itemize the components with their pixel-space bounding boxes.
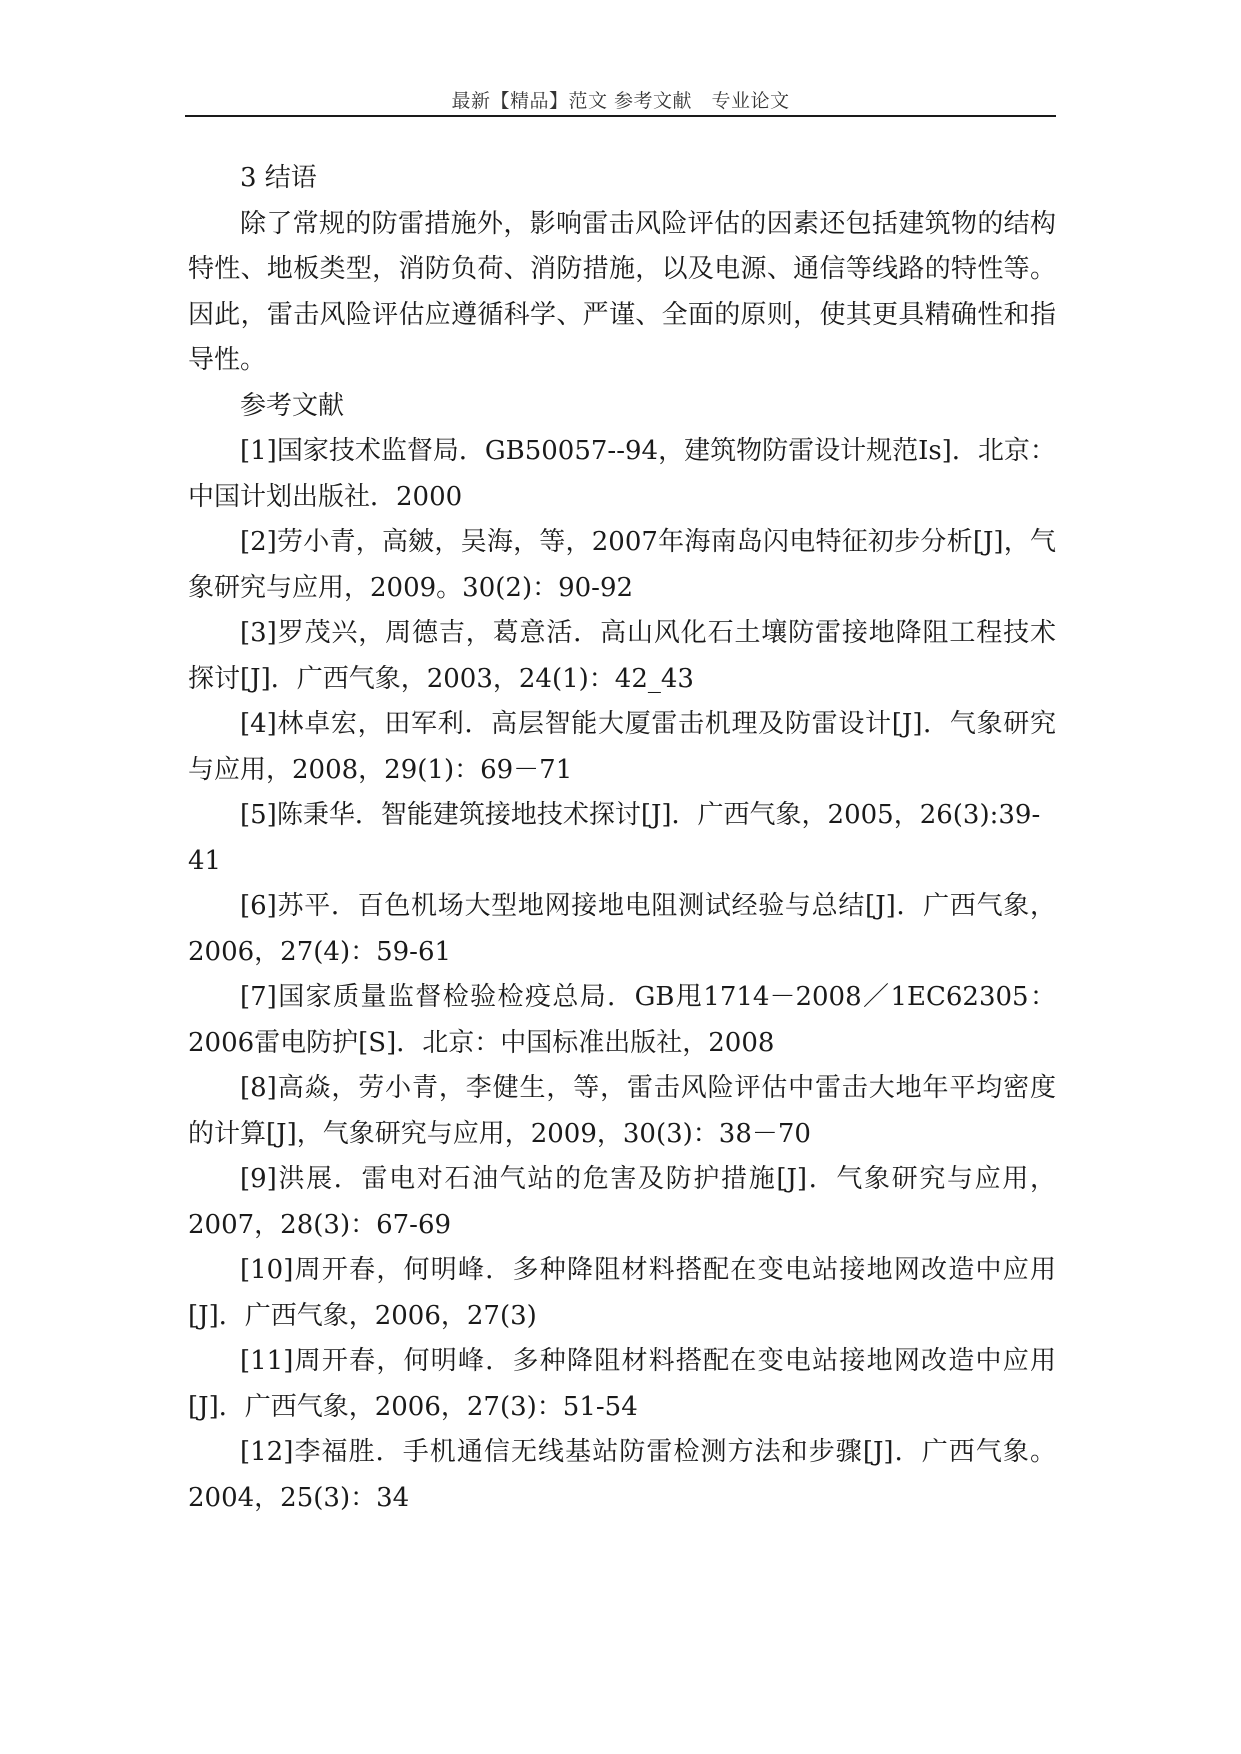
- reference-item-11: [11]周开春，何明峰．多种降阻材料搭配在变电站接地网改造中应用[J]．广西气象，2006，27(3)：51-54: [188, 1346, 1056, 1422]
- conclusion-heading: 3 结语: [240, 163, 317, 193]
- reference-item-1: [1]国家技术监督局．GB50057--94，建筑物防雷设计规范Is]．北京：中国计划出版社．2000: [188, 436, 1056, 512]
- reference-item-12: [12]李福胜．手机通信无线基站防雷检测方法和步骤[J]．广西气象。2004，25(3)：34: [188, 1437, 1056, 1513]
- reference-item-2: [2]劳小青，高皴，吴海，等，2007年海南岛闪电特征初步分析[J]，气象研究与应用，2009。30(2)：90-92: [188, 527, 1056, 603]
- reference-item-5: [5]陈秉华．智能建筑接地技术探讨[J]．广西气象，2005，26(3):39-41: [188, 800, 1041, 876]
- reference-item-4: [4]林卓宏，田军利．高层智能大厦雷击机理及防雷设计[J]．气象研究与应用，2008，29(1)：69－71: [188, 709, 1056, 785]
- header-divider: [185, 115, 1056, 117]
- reference-item-7: [7]国家质量监督检验检疫总局．GB甩1714－2008／1EC62305：2006雷电防护[S]．北京：中国标准出版社，2008: [188, 982, 1056, 1058]
- reference-item-8: [8]高焱，劳小青，李健生，等，雷击风险评估中雷击大地年平均密度的计算[J]，气象研究与应用，2009，30(3)：38－70: [188, 1073, 1056, 1149]
- conclusion-paragraph: 除了常规的防雷措施外，影响雷击风险评估的因素还包括建筑物的结构特性、地板类型，消防负荷、消防措施，以及电源、通信等线路的特性等。因此，雷击风险评估应遵循科学、严谨、全面的原则，使其更具精确性和指导性。: [188, 208, 1056, 375]
- reference-item-10: [10]周开春，何明峰．多种降阻材料搭配在变电站接地网改造中应用[J]．广西气象，2006，27(3): [188, 1255, 1056, 1331]
- reference-item-3: [3]罗茂兴，周德吉，葛意活．高山风化石土壤防雷接地降阻工程技术探讨[J]．广西气象，2003，24(1)：42_43: [188, 618, 1056, 694]
- reference-item-6: [6]苏平．百色机场大型地网接地电阻测试经验与总结[J]．广西气象，2006，27(4)：59-61: [188, 891, 1056, 967]
- references-heading: 参考文献: [240, 390, 345, 421]
- page-header: 最新【精品】范文 参考文献 专业论文: [451, 90, 790, 112]
- reference-item-9: [9]洪展．雷电对石油气站的危害及防护措施[J]．气象研究与应用，2007，28(3)：67-69: [188, 1164, 1056, 1240]
- document-body: [188, 156, 1056, 1521]
